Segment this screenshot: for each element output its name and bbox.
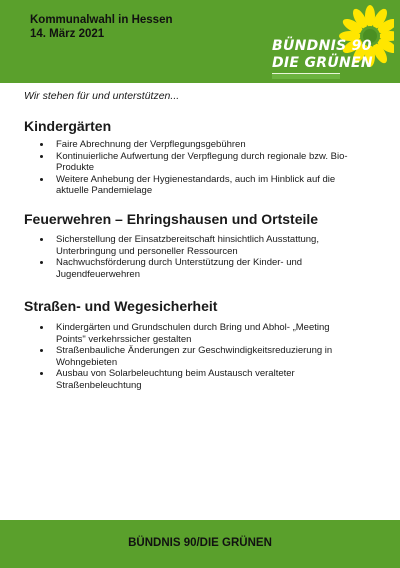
- logo-wordmark-line2: DIE GRÜNEN: [272, 55, 373, 71]
- logo-wordmark-line1: BÜNDNIS 90: [272, 38, 372, 54]
- list-item: Sicherstellung der Einsatzbereitschaft hinsichtlich Ausstattung, Unterbringung und personeller Ressourcen: [38, 234, 358, 257]
- footer-banner: [0, 520, 400, 568]
- list-item: Faire Abrechnung der Verpflegungsgebühren: [38, 139, 358, 151]
- header-banner: [0, 0, 400, 83]
- list-feuerwehren: [38, 234, 358, 280]
- section-title-kindergaerten: Kindergärten: [24, 118, 112, 134]
- election-title: Kommunalwahl in Hessen: [30, 14, 173, 26]
- list-strassen: [38, 322, 358, 391]
- section-title-strassen: Straßen- und Wegesicherheit: [24, 298, 218, 314]
- list-item: Kontinuierliche Aufwertung der Verpflegung durch regionale bzw. Bio-Produkte: [38, 151, 358, 174]
- list-item: Kindergärten und Grundschulen durch Bring und Abhol- „Meeting Points" verkehrssicher gestalten: [38, 322, 358, 345]
- list-item: Straßenbauliche Änderungen zur Geschwindigkeitsreduzierung in Wohngebieten: [38, 345, 358, 368]
- intro-text: Wir stehen für und unterstützen...: [24, 90, 180, 102]
- party-logo: [262, 2, 394, 82]
- footer-party-name: BÜNDNIS 90/DIE GRÜNEN: [128, 537, 272, 549]
- list-item: Nachwuchsförderung durch Unterstützung der Kinder- und Jugendfeuerwehren: [38, 257, 358, 280]
- section-title-feuerwehren: Feuerwehren – Ehringshausen und Ortsteile: [24, 211, 319, 227]
- list-item: Weitere Anhebung der Hygienestandards, auch im Hinblick auf die aktuelle Pandemielage: [38, 174, 358, 197]
- list-kindergaerten: [38, 139, 358, 197]
- list-item: Ausbau von Solarbeleuchtung beim Austausch veralteter Straßenbeleuchtung: [38, 368, 358, 391]
- logo-subline-bar: [272, 73, 340, 79]
- election-date: 14. März 2021: [30, 28, 105, 40]
